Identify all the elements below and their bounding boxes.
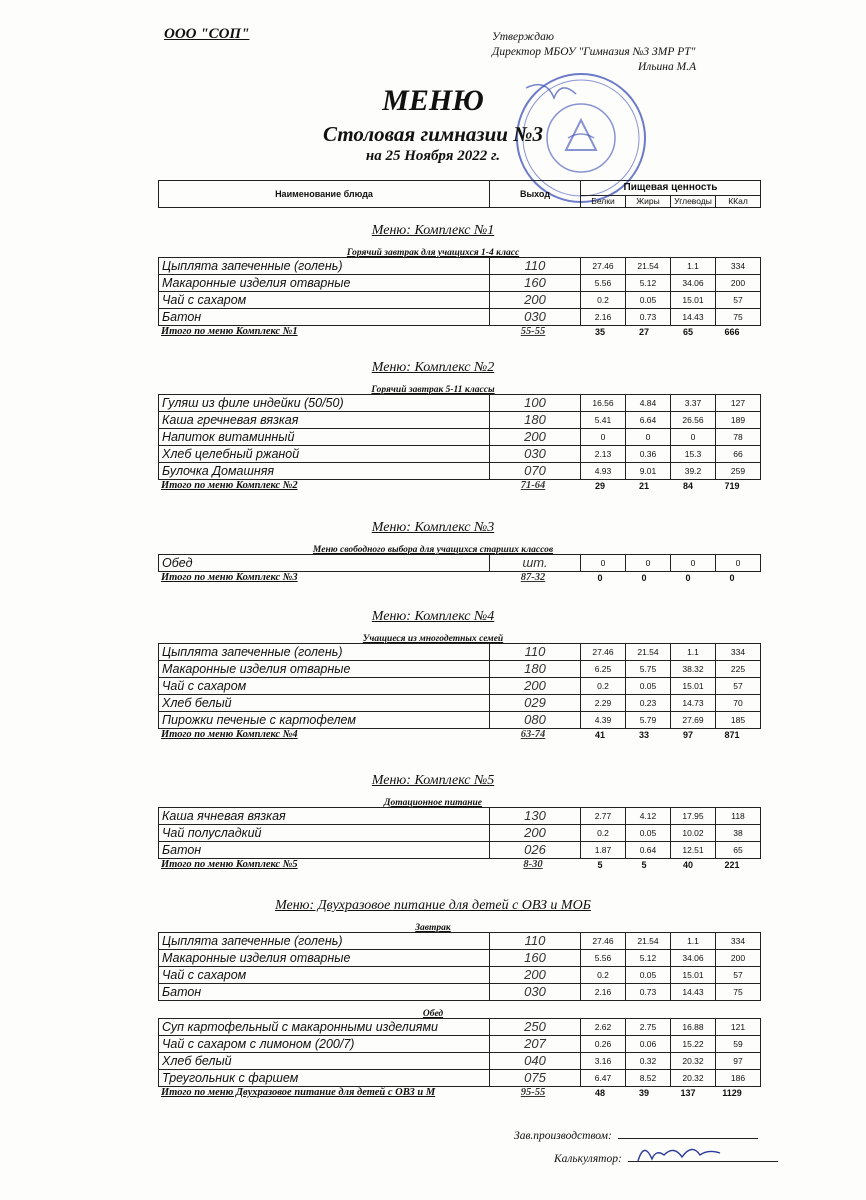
proteins-cell: 0.2	[581, 825, 626, 842]
table-row	[159, 395, 761, 412]
kcal-cell: 75	[716, 309, 761, 326]
total-kcal: 666	[724, 327, 740, 337]
menu-date: на 25 Ноября 2022 г.	[365, 148, 501, 164]
proteins-cell: 2.62	[581, 1019, 626, 1036]
total-table	[158, 727, 754, 743]
table-row	[159, 967, 761, 984]
section-heading-text: Меню: Комплекс №4	[371, 609, 495, 624]
dish-table	[158, 807, 761, 859]
header-output: Выход	[490, 181, 581, 208]
total-output: 55-55	[520, 326, 546, 337]
kcal-cell: 185	[716, 712, 761, 729]
total-kcal: 1129	[722, 1088, 742, 1098]
kcal-cell: 186	[716, 1070, 761, 1087]
proteins-cell: 4.39	[581, 712, 626, 729]
section-heading	[0, 221, 866, 239]
total-fats: 0	[641, 573, 647, 583]
subgroup-label-text: Учащиеся из многодетных семей	[362, 634, 504, 644]
section-heading-text: Меню: Комплекс №5	[371, 773, 495, 788]
table-row	[159, 463, 761, 480]
dish-name: Чай с сахаром	[159, 967, 490, 984]
carbs-cell: 20.32	[671, 1053, 716, 1070]
proteins-cell: 3.16	[581, 1053, 626, 1070]
fats-cell: 5.12	[626, 950, 671, 967]
total-kcal: 871	[724, 730, 740, 740]
kcal-cell: 70	[716, 695, 761, 712]
dish-output: 040	[490, 1053, 581, 1070]
total-proteins: 0	[597, 573, 603, 583]
dish-output: 200	[490, 292, 581, 309]
carbs-cell: 0	[671, 555, 716, 572]
approval-name: Ильина М.А	[638, 61, 697, 73]
kcal-cell: 75	[716, 984, 761, 1001]
table-row	[159, 1070, 761, 1087]
dish-table	[158, 1018, 761, 1087]
fats-cell: 2.75	[626, 1019, 671, 1036]
fats-cell: 0.73	[626, 984, 671, 1001]
total-row	[158, 1085, 754, 1101]
dish-name: Макаронные изделия отварные	[159, 661, 490, 678]
proteins-cell: 27.46	[581, 933, 626, 950]
section-heading	[0, 607, 866, 625]
proteins-cell: 2.77	[581, 808, 626, 825]
table-row	[159, 984, 761, 1001]
carbs-cell: 1.1	[671, 644, 716, 661]
proteins-cell: 0.2	[581, 967, 626, 984]
subgroup-label-text: Завтрак	[415, 923, 451, 933]
carbs-cell: 34.06	[671, 950, 716, 967]
dish-output: 200	[490, 678, 581, 695]
proteins-cell: 6.25	[581, 661, 626, 678]
dish-name: Булочка Домашняя	[159, 463, 490, 480]
fats-cell: 0	[626, 429, 671, 446]
kcal-cell: 200	[716, 950, 761, 967]
dish-output: 207	[490, 1036, 581, 1053]
total-row	[158, 478, 754, 494]
subgroup-label-text: Горячий завтрак для учащихся 1-4 класс	[346, 248, 520, 258]
dish-name: Суп картофельный с макаронными изделиями	[159, 1019, 490, 1036]
fats-cell: 21.54	[626, 258, 671, 275]
fats-cell: 0	[626, 555, 671, 572]
total-table	[158, 857, 754, 873]
total-carbs: 65	[682, 327, 693, 337]
total-row	[158, 324, 754, 340]
organization-name: ООО "СОП"	[164, 26, 250, 42]
dish-name: Батон	[159, 309, 490, 326]
fats-cell: 0.36	[626, 446, 671, 463]
table-row	[159, 446, 761, 463]
dish-name: Хлеб белый	[159, 1053, 490, 1070]
header-kcal: ККал	[716, 196, 761, 208]
header-carbs: Углеводы	[671, 196, 716, 208]
total-proteins: 29	[594, 481, 605, 491]
total-output: 8-30	[523, 859, 543, 870]
table-row	[159, 275, 761, 292]
section-heading	[0, 771, 866, 789]
table-row	[159, 309, 761, 326]
fats-cell: 0.73	[626, 309, 671, 326]
kcal-cell: 59	[716, 1036, 761, 1053]
dish-output: 200	[490, 967, 581, 984]
total-label: Итого по меню Комплекс №4	[161, 729, 298, 740]
table-row	[159, 678, 761, 695]
total-row	[158, 727, 754, 743]
fats-cell: 8.52	[626, 1070, 671, 1087]
dish-output: 030	[490, 309, 581, 326]
proteins-cell: 2.16	[581, 309, 626, 326]
total-table	[158, 324, 754, 340]
carbs-cell: 27.69	[671, 712, 716, 729]
total-table	[158, 1085, 754, 1101]
table-row	[159, 1019, 761, 1036]
section-heading	[0, 896, 866, 914]
total-kcal: 0	[729, 573, 735, 583]
proteins-cell: 0.2	[581, 678, 626, 695]
kcal-cell: 334	[716, 933, 761, 950]
total-table	[158, 478, 754, 494]
fats-cell: 5.12	[626, 275, 671, 292]
dish-table	[158, 643, 761, 729]
table-row	[159, 661, 761, 678]
carbs-cell: 17.95	[671, 808, 716, 825]
table-row	[159, 1036, 761, 1053]
fats-cell: 6.64	[626, 412, 671, 429]
kcal-cell: 97	[716, 1053, 761, 1070]
total-fats: 33	[638, 730, 649, 740]
kcal-cell: 127	[716, 395, 761, 412]
fats-cell: 0.64	[626, 842, 671, 859]
total-output: 95-55	[520, 1087, 546, 1098]
proteins-cell: 5.41	[581, 412, 626, 429]
dish-output: 026	[490, 842, 581, 859]
dish-output: шт.	[490, 555, 581, 572]
table-row	[159, 950, 761, 967]
table-row	[159, 842, 761, 859]
fats-cell: 4.12	[626, 808, 671, 825]
dish-name: Батон	[159, 842, 490, 859]
dish-name: Макаронные изделия отварные	[159, 275, 490, 292]
nutrition-header-table	[158, 180, 761, 208]
proteins-cell: 0	[581, 429, 626, 446]
proteins-cell: 4.93	[581, 463, 626, 480]
carbs-cell: 16.88	[671, 1019, 716, 1036]
total-output: 63-74	[520, 729, 546, 740]
total-carbs: 40	[682, 860, 693, 870]
total-label: Итого по меню Двухразовое питание для детей с ОВЗ и М	[161, 1087, 436, 1098]
kcal-cell: 225	[716, 661, 761, 678]
table-row	[159, 1053, 761, 1070]
dish-output: 029	[490, 695, 581, 712]
kcal-cell: 259	[716, 463, 761, 480]
total-proteins: 48	[594, 1088, 605, 1098]
table-row	[159, 429, 761, 446]
proteins-cell: 27.46	[581, 644, 626, 661]
table-row	[159, 258, 761, 275]
total-fats: 5	[641, 860, 647, 870]
carbs-cell: 26.56	[671, 412, 716, 429]
kcal-cell: 57	[716, 678, 761, 695]
dish-output: 200	[490, 429, 581, 446]
section-heading	[0, 518, 866, 536]
dish-name: Цыплята запеченные (голень)	[159, 644, 490, 661]
total-row	[158, 570, 754, 586]
carbs-cell: 15.22	[671, 1036, 716, 1053]
production-label: Зав.производством:	[514, 1130, 612, 1142]
dish-table	[158, 394, 761, 480]
dish-name: Чай с сахаром	[159, 678, 490, 695]
proteins-cell: 2.29	[581, 695, 626, 712]
dish-name: Чай полусладкий	[159, 825, 490, 842]
carbs-cell: 14.43	[671, 309, 716, 326]
total-carbs: 137	[680, 1088, 696, 1098]
dish-name: Батон	[159, 984, 490, 1001]
approval-line2: Директор МБОУ "Гимназия №3 ЗМР РТ"	[492, 46, 696, 58]
kcal-cell: 200	[716, 275, 761, 292]
dish-name: Чай с сахаром с лимоном (200/7)	[159, 1036, 490, 1053]
total-label: Итого по меню Комплекс №3	[161, 572, 298, 583]
fats-cell: 0.05	[626, 678, 671, 695]
dish-table	[158, 257, 761, 326]
carbs-cell: 3.37	[671, 395, 716, 412]
dish-output: 100	[490, 395, 581, 412]
table-row	[159, 695, 761, 712]
header-fats: Жиры	[626, 196, 671, 208]
header-proteins: Белки	[581, 196, 626, 208]
total-output: 87-32	[520, 572, 546, 583]
fats-cell: 5.75	[626, 661, 671, 678]
kcal-cell: 65	[716, 842, 761, 859]
header-dish: Наименование блюда	[159, 181, 490, 208]
total-carbs: 84	[682, 481, 693, 491]
total-carbs: 0	[685, 573, 691, 583]
dish-name: Хлеб целебный ржаной	[159, 446, 490, 463]
dish-name: Пирожки печеные с картофелем	[159, 712, 490, 729]
proteins-cell: 2.13	[581, 446, 626, 463]
carbs-cell: 10.02	[671, 825, 716, 842]
carbs-cell: 14.43	[671, 984, 716, 1001]
subgroup-label-text: Обед	[422, 1009, 444, 1019]
fats-cell: 21.54	[626, 933, 671, 950]
total-proteins: 41	[594, 730, 605, 740]
proteins-cell: 2.16	[581, 984, 626, 1001]
fats-cell: 0.05	[626, 825, 671, 842]
fats-cell: 0.06	[626, 1036, 671, 1053]
carbs-cell: 38.32	[671, 661, 716, 678]
section-heading-text: Меню: Двухразовое питание для детей с ОВЗ и МОБ	[275, 898, 591, 913]
carbs-cell: 15.01	[671, 678, 716, 695]
dish-name: Треугольник с фаршем	[159, 1070, 490, 1087]
table-row	[159, 555, 761, 572]
total-label: Итого по меню Комплекс №2	[161, 480, 298, 491]
proteins-cell: 16.56	[581, 395, 626, 412]
fats-cell: 0.05	[626, 967, 671, 984]
kcal-cell: 189	[716, 412, 761, 429]
kcal-cell: 66	[716, 446, 761, 463]
dish-name: Каша гречневая вязкая	[159, 412, 490, 429]
fats-cell: 5.79	[626, 712, 671, 729]
dish-output: 180	[490, 412, 581, 429]
carbs-cell: 12.51	[671, 842, 716, 859]
kcal-cell: 78	[716, 429, 761, 446]
dish-name: Каша ячневая вязкая	[159, 808, 490, 825]
dish-output: 180	[490, 661, 581, 678]
kcal-cell: 57	[716, 292, 761, 309]
table-row	[159, 644, 761, 661]
table-row	[159, 292, 761, 309]
kcal-cell: 57	[716, 967, 761, 984]
dish-name: Чай с сахаром	[159, 292, 490, 309]
fats-cell: 4.84	[626, 395, 671, 412]
total-row	[158, 857, 754, 873]
kcal-cell: 334	[716, 644, 761, 661]
proteins-cell: 27.46	[581, 258, 626, 275]
proteins-cell: 1.87	[581, 842, 626, 859]
kcal-cell: 118	[716, 808, 761, 825]
proteins-cell: 0.2	[581, 292, 626, 309]
dish-name: Гуляш из филе индейки (50/50)	[159, 395, 490, 412]
fats-cell: 21.54	[626, 644, 671, 661]
proteins-cell: 0.26	[581, 1036, 626, 1053]
total-kcal: 719	[724, 481, 740, 491]
dish-output: 250	[490, 1019, 581, 1036]
dish-output: 110	[490, 644, 581, 661]
proteins-cell: 5.56	[581, 275, 626, 292]
header-nutrition: Пищевая ценность	[581, 181, 761, 196]
carbs-cell: 15.01	[671, 967, 716, 984]
carbs-cell: 14.73	[671, 695, 716, 712]
total-output: 71-64	[520, 480, 546, 491]
table-row	[159, 825, 761, 842]
dish-output: 080	[490, 712, 581, 729]
dish-output: 160	[490, 275, 581, 292]
section-heading-text: Меню: Комплекс №1	[371, 223, 495, 238]
table-row	[159, 933, 761, 950]
total-label: Итого по меню Комплекс №5	[161, 859, 298, 870]
dish-name: Напиток витаминный	[159, 429, 490, 446]
subgroup-label-text: Меню свободного выбора для учащихся старших классов	[312, 545, 554, 555]
dish-output: 200	[490, 825, 581, 842]
page-subtitle: Столовая гимназии №3	[323, 122, 543, 146]
carbs-cell: 34.06	[671, 275, 716, 292]
subgroup-label-text: Дотационное питание	[383, 798, 483, 808]
total-fats: 39	[638, 1088, 649, 1098]
total-fats: 27	[638, 327, 649, 337]
dish-name: Обед	[159, 555, 490, 572]
table-row	[159, 808, 761, 825]
fats-cell: 0.05	[626, 292, 671, 309]
page-title: МЕНЮ	[382, 84, 484, 117]
total-table	[158, 570, 754, 586]
dish-name: Цыплята запеченные (голень)	[159, 933, 490, 950]
approval-line1: Утверждаю	[492, 31, 554, 43]
dish-output: 110	[490, 258, 581, 275]
dish-table	[158, 932, 761, 1001]
total-carbs: 97	[682, 730, 693, 740]
handwritten-signature-icon	[634, 1139, 724, 1167]
fats-cell: 0.32	[626, 1053, 671, 1070]
total-proteins: 35	[594, 327, 605, 337]
fats-cell: 9.01	[626, 463, 671, 480]
total-proteins: 5	[597, 860, 603, 870]
dish-name: Макаронные изделия отварные	[159, 950, 490, 967]
carbs-cell: 15.01	[671, 292, 716, 309]
section-heading-text: Меню: Комплекс №2	[371, 360, 495, 375]
kcal-cell: 334	[716, 258, 761, 275]
dish-output: 030	[490, 446, 581, 463]
total-label: Итого по меню Комплекс №1	[161, 326, 298, 337]
dish-name: Хлеб белый	[159, 695, 490, 712]
section-heading-text: Меню: Комплекс №3	[371, 520, 495, 535]
table-row	[159, 712, 761, 729]
kcal-cell: 38	[716, 825, 761, 842]
proteins-cell: 0	[581, 555, 626, 572]
subgroup-label-text: Горячий завтрак 5-11 классы	[371, 385, 495, 395]
carbs-cell: 15.3	[671, 446, 716, 463]
dish-output: 110	[490, 933, 581, 950]
carbs-cell: 0	[671, 429, 716, 446]
total-kcal: 221	[724, 860, 740, 870]
carbs-cell: 1.1	[671, 258, 716, 275]
dish-output: 030	[490, 984, 581, 1001]
dish-output: 075	[490, 1070, 581, 1087]
proteins-cell: 5.56	[581, 950, 626, 967]
calculator-signature	[554, 1153, 778, 1165]
kcal-cell: 121	[716, 1019, 761, 1036]
table-row	[159, 412, 761, 429]
dish-output: 130	[490, 808, 581, 825]
carbs-cell: 1.1	[671, 933, 716, 950]
proteins-cell: 6.47	[581, 1070, 626, 1087]
dish-output: 160	[490, 950, 581, 967]
dish-name: Цыплята запеченные (голень)	[159, 258, 490, 275]
carbs-cell: 39.2	[671, 463, 716, 480]
total-fats: 21	[638, 481, 649, 491]
dish-output: 070	[490, 463, 581, 480]
section-heading	[0, 358, 866, 376]
fats-cell: 0.23	[626, 695, 671, 712]
calculator-label: Калькулятор:	[554, 1153, 622, 1165]
carbs-cell: 20.32	[671, 1070, 716, 1087]
kcal-cell: 0	[716, 555, 761, 572]
